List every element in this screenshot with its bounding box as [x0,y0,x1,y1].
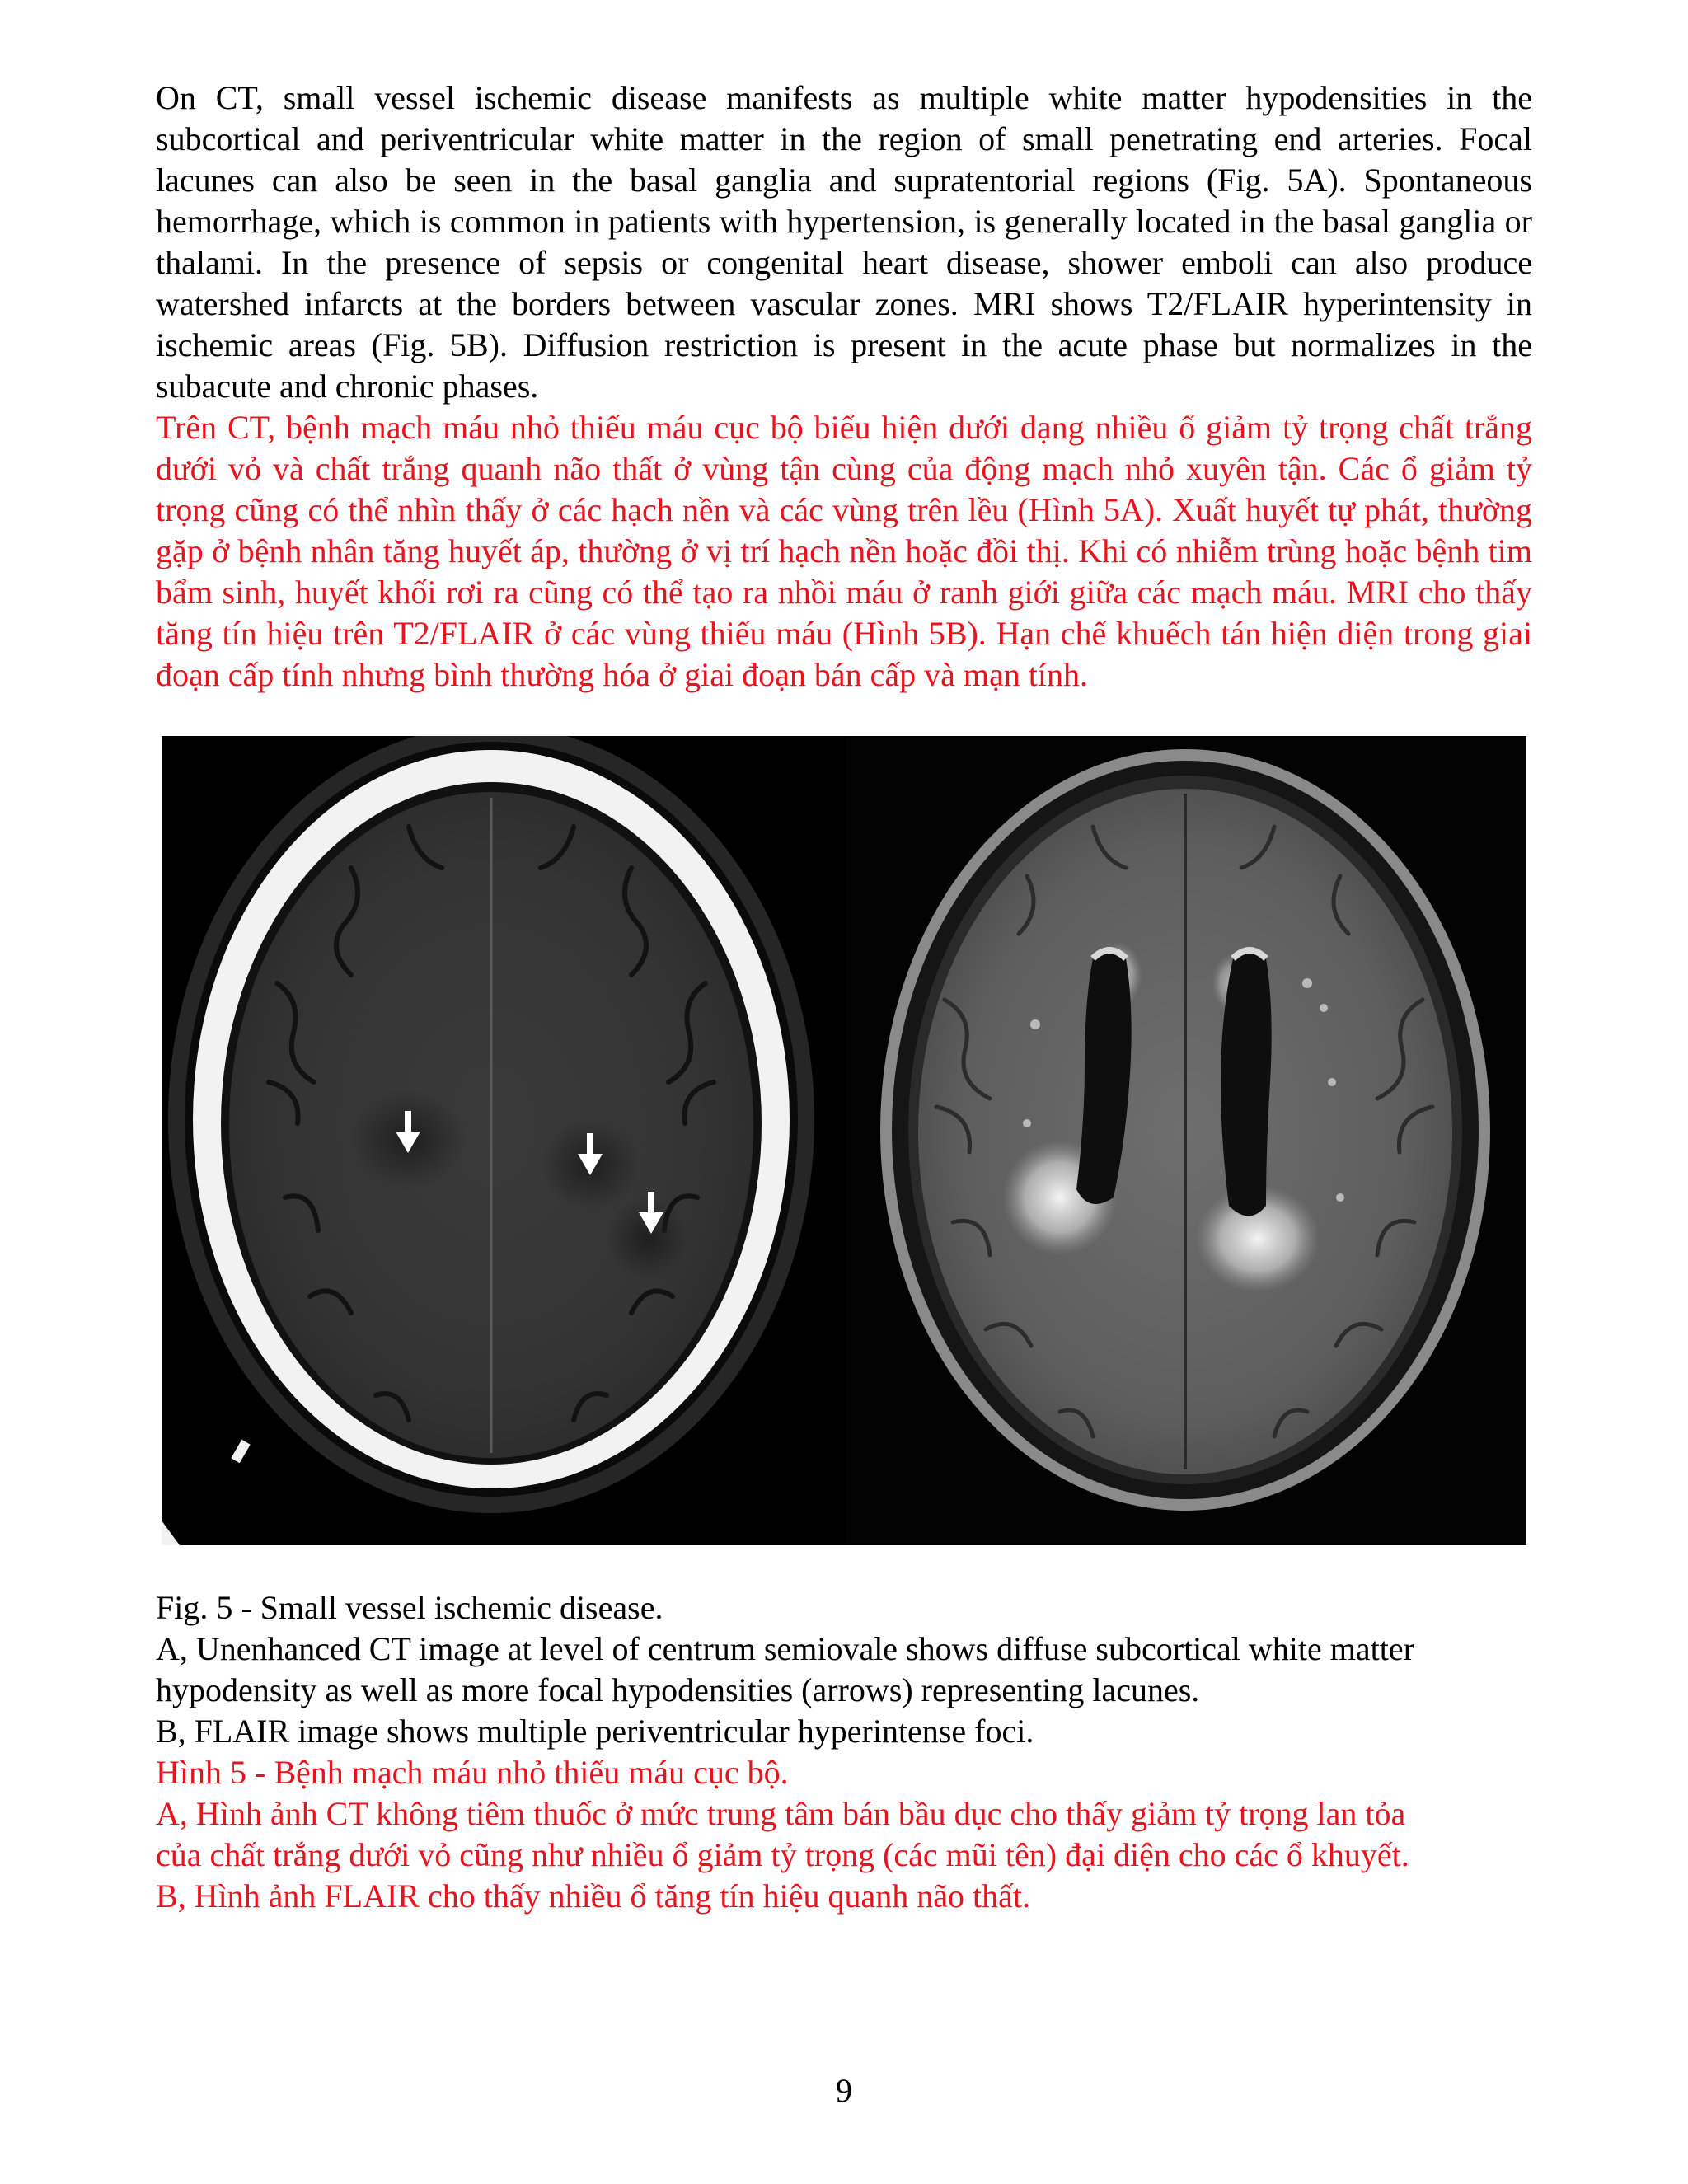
figure-5 [162,736,1526,1545]
figure-caption [156,1587,1532,1917]
english-paragraph-text: On CT, small vessel ischemic disease manifests as multiple white matter hypodensities in the subcortical and periventricular white matter in the region of small penetrating end arteries. Focal lacunes can also be seen in the basal ganglia and supratentorial regions (Fig. 5A). Spontaneous hemorrhage, which is common in patients with hypertension, is generally located in the basal ganglia or thalami. In the presence of sepsis or congenital heart disease, shower emboli can also produce watershed infarcts at the borders between vascular zones. MRI shows T2/FLAIR hyperintensity in ischemic areas (Fig. 5B). Diffusion restriction is present in the acute phase but normalizes in the subacute and chronic phases. [156,79,1532,405]
ct-scan-image [162,736,842,1545]
flair-mri-image [846,736,1526,1545]
vietnamese-paragraph-text: Trên CT, bệnh mạch máu nhỏ thiếu máu cục bộ biểu hiện dưới dạng nhiều ổ giảm tỷ trọng chất trắng dưới vỏ và chất trắng quanh não thất ở vùng tận cùng của động mạch nhỏ xuyên tận. Các ổ giảm tỷ trọng cũng có thể nhìn thấy ở các hạch nền và các vùng trên lều (Hình 5A). Xuất huyết tự phát, thường gặp ở bệnh nhân tăng huyết áp, thường ở vị trí hạch nền hoặc đồi thị. Khi có nhiễm trùng hoặc bệnh tim bẩm sinh, huyết khối rơi ra cũng có thể tạo ra nhồi máu ở ranh giới giữa các mạch máu. MRI cho thấy tăng tín hiệu trên T2/FLAIR ở các vùng thiếu máu (Hình 5B). Hạn chế khuếch tán hiện diện trong giai đoạn cấp tính nhưng bình thường hóa ở giai đoạn bán cấp và mạn tính. [156,409,1532,693]
caption-a-en-line2: hypodensity as well as more focal hypodensities (arrows) representing lacunes. [156,1671,1200,1708]
caption-a-vi-line2: của chất trắng dưới vỏ cũng như nhiều ổ giảm tỷ trọng (các mũi tên) đại diện cho các ổ khuyết. [156,1836,1409,1873]
caption-title-vi: Hình 5 - Bệnh mạch máu nhỏ thiếu máu cục bộ. [156,1754,789,1791]
caption-a-en-line1: A, Unenhanced CT image at level of centrum semiovale shows diffuse subcortical white matter [156,1630,1414,1667]
flair-mri-illustration [846,736,1526,1545]
caption-a-vi-line1: A, Hình ảnh CT không tiêm thuốc ở mức trung tâm bán bầu dục cho thấy giảm tỷ trọng lan tỏa [156,1795,1406,1832]
caption-b-vi: B, Hình ảnh FLAIR cho thấy nhiều ổ tăng tín hiệu quanh não thất. [156,1877,1030,1915]
page-number: 9 [836,2072,852,2109]
ct-scan-illustration [162,736,842,1545]
english-paragraph [156,77,1532,407]
vietnamese-paragraph [156,407,1532,696]
caption-title-en: Fig. 5 - Small vessel ischemic disease. [156,1589,663,1626]
caption-b-en: B, FLAIR image shows multiple periventricular hyperintense foci. [156,1713,1034,1750]
